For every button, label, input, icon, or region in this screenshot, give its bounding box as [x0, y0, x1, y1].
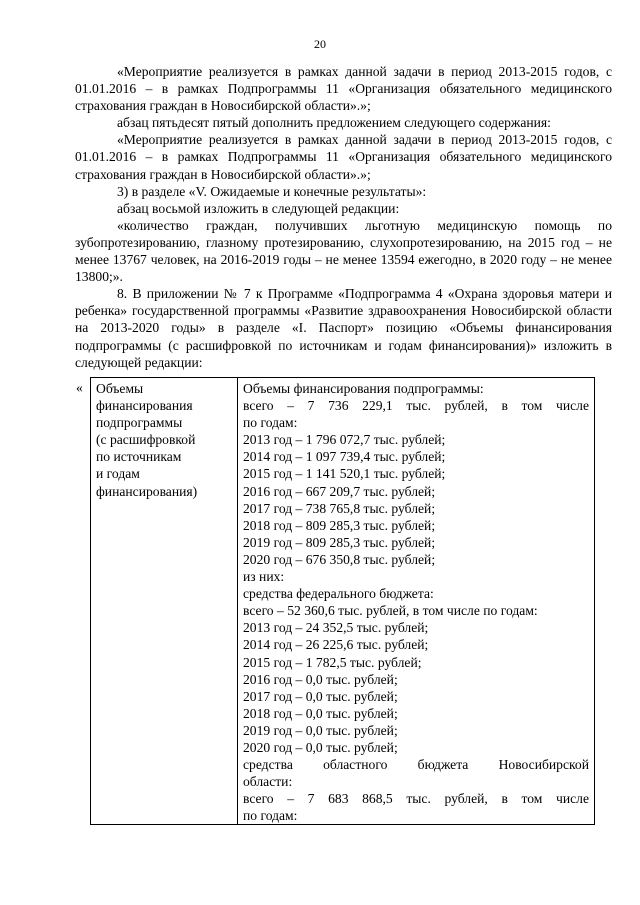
- table-cell-content: [238, 378, 595, 825]
- paragraph: абзац восьмой изложить в следующей редакции:: [117, 200, 400, 216]
- cell-line: 2016 год – 0,0 тыс. рублей;: [243, 671, 398, 687]
- cell-line: 2019 год – 0,0 тыс. рублей;: [243, 722, 398, 738]
- paragraph: абзац пятьдесят пятый дополнить предложением следующего содержания:: [117, 115, 551, 131]
- cell-line: 2019 год – 809 285,3 тыс. рублей;: [243, 534, 436, 550]
- cell-line: (с расшифровкой: [96, 432, 196, 448]
- cell-line: 2013 год – 1 796 072,7 тыс. рублей;: [243, 432, 446, 448]
- cell-line: по источникам: [96, 449, 182, 465]
- cell-line: 2018 год – 809 285,3 тыс. рублей;: [243, 517, 436, 533]
- cell-line: из них:: [243, 569, 285, 585]
- cell-line: области:: [243, 774, 293, 790]
- cell-line: Объемы: [96, 381, 144, 396]
- cell-line: всего – 7 683 868,5 тыс. рублей, в том числе: [243, 791, 589, 807]
- paragraph: 8. В приложении № 7 к Программе «Подпрограмма 4 «Охрана здоровья матери и ребенка» государственной программы «Развитие здравоохранения Новосибирской области на 2013-2020 годы» в разделе «I. Паспорт» позицию «Объемы финансирования подпрограммы (с расшифровкой по источникам и годам финансирования)» изложить в следующей редакции:: [75, 286, 612, 370]
- body-text: [75, 63, 612, 371]
- opening-quote: «: [76, 380, 83, 395]
- table-cell-label: [91, 378, 238, 825]
- cell-line: средства федерального бюджета:: [243, 586, 434, 602]
- paragraph: «Мероприятие реализуется в рамках данной задачи в период 2013-2015 годов, с 01.01.2016 – в рамках Подпрограммы 11 «Организация обязательного медицинского страхования граждан в Новосибирской области».»;: [75, 64, 612, 114]
- cell-line: Объемы финансирования подпрограммы:: [243, 381, 484, 396]
- cell-line: 2017 год – 738 765,8 тыс. рублей;: [243, 500, 436, 516]
- cell-line: и годам: [96, 466, 140, 482]
- cell-line: 2014 год – 1 097 739,4 тыс. рублей;: [243, 449, 446, 465]
- cell-line: 2015 год – 1 141 520,1 тыс. рублей;: [243, 466, 446, 482]
- paragraph: «Мероприятие реализуется в рамках данной задачи в период 2013-2015 годов, с 01.01.2016 – в рамках Подпрограммы 11 «Организация обязательного медицинского страхования граждан в Новосибирской области».»;: [75, 132, 612, 182]
- table-row: [91, 378, 595, 825]
- cell-line: всего – 7 736 229,1 тыс. рублей, в том числе: [243, 398, 589, 414]
- cell-line: 2020 год – 676 350,8 тыс. рублей;: [243, 551, 436, 567]
- cell-line: 2018 год – 0,0 тыс. рублей;: [243, 705, 398, 721]
- cell-line: финансирования: [96, 398, 193, 414]
- cell-line: 2015 год – 1 782,5 тыс. рублей;: [243, 654, 422, 670]
- page-number: 20: [314, 37, 326, 51]
- cell-line: 2016 год – 667 209,7 тыс. рублей;: [243, 483, 436, 499]
- cell-line: 2020 год – 0,0 тыс. рублей;: [243, 739, 398, 755]
- cell-line: подпрограммы: [96, 415, 183, 431]
- paragraph: 3) в разделе «V. Ожидаемые и конечные результаты»:: [117, 183, 427, 199]
- financing-table: [90, 377, 595, 825]
- cell-line: средства областного бюджета Новосибирской: [243, 757, 589, 773]
- cell-line: всего – 52 360,6 тыс. рублей, в том числе по годам:: [243, 603, 538, 619]
- cell-line: по годам:: [243, 415, 298, 431]
- cell-line: 2013 год – 24 352,5 тыс. рублей;: [243, 620, 429, 636]
- paragraph: «количество граждан, получивших льготную медицинскую помощь по зубопротезированию, глазному протезированию, слухопротезированию, на 2015 год – не менее 13767 человек, на 2016-2019 годы – не менее 13594 ежегодно, в 2020 году – не менее 13800;».: [75, 217, 612, 285]
- cell-line: по годам:: [243, 808, 298, 824]
- cell-line: 2014 год – 26 225,6 тыс. рублей;: [243, 637, 429, 653]
- cell-line: 2017 год – 0,0 тыс. рублей;: [243, 688, 398, 704]
- cell-line: финансирования): [96, 483, 198, 499]
